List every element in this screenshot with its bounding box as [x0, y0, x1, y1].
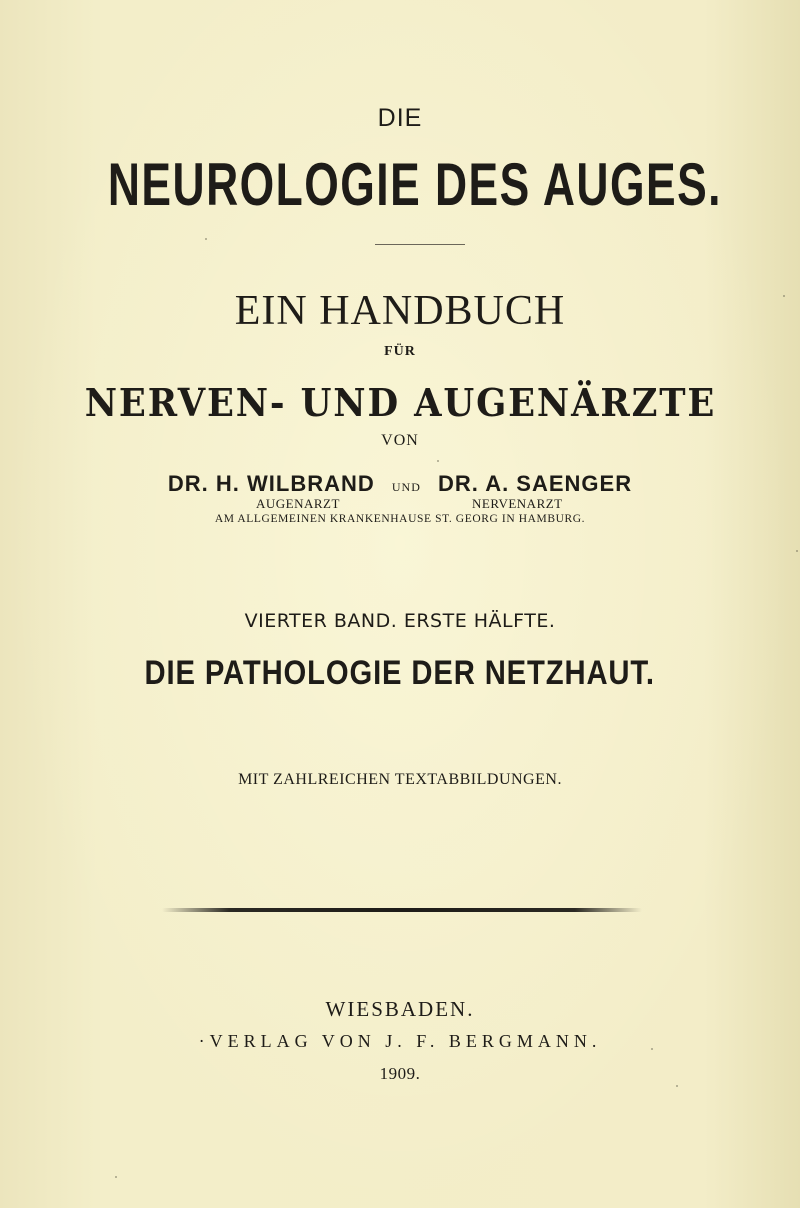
- publication-year: 1909.: [379, 1064, 421, 1083]
- audience: [0, 380, 800, 425]
- author-1-role: AUGENARZT: [256, 496, 340, 511]
- author-2-role: NERVENARZT: [472, 496, 563, 511]
- author-1: DR. H. WILBRAND: [167, 471, 375, 496]
- paper-speck: [437, 460, 439, 462]
- volume-title-text: DIE PATHOLOGIE DER NETZHAUT.: [144, 654, 656, 692]
- thick-divider: [162, 908, 642, 912]
- publisher-city: WIESBADEN.: [325, 997, 475, 1021]
- authors-line: [0, 471, 800, 497]
- main-title: [0, 150, 800, 220]
- paper-speck: [783, 295, 785, 297]
- paper-speck: [796, 550, 798, 552]
- main-title-text: NEUROLOGIE DES AUGES.: [107, 151, 723, 218]
- short-divider: [375, 244, 465, 245]
- paper-speck: [205, 238, 207, 240]
- publisher: ·VERLAG VON J. F. BERGMANN.: [198, 1031, 602, 1051]
- and-word: UND: [391, 480, 421, 494]
- paper-speck: [676, 1085, 678, 1087]
- for-word: FÜR: [384, 344, 416, 359]
- paper-speck: [651, 1048, 653, 1050]
- volume-label: VIERTER BAND. ERSTE HÄLFTE.: [244, 610, 556, 632]
- title-article: DIE: [377, 104, 423, 132]
- by-word: VON: [381, 432, 419, 449]
- volume-title: [0, 654, 800, 693]
- author-2: DR. A. SAENGER: [438, 471, 633, 496]
- affiliation: AM ALLGEMEINEN KRANKENHAUSE ST. GEORG IN HAMBURG.: [214, 513, 586, 525]
- audience-text: NERVEN- UND AUGENÄRZTE: [84, 380, 716, 425]
- paper-speck: [115, 1176, 117, 1178]
- illustrations-note: MIT ZAHLREICHEN TEXTABBILDUNGEN.: [238, 771, 562, 788]
- subtitle: EIN HANDBUCH: [234, 288, 566, 334]
